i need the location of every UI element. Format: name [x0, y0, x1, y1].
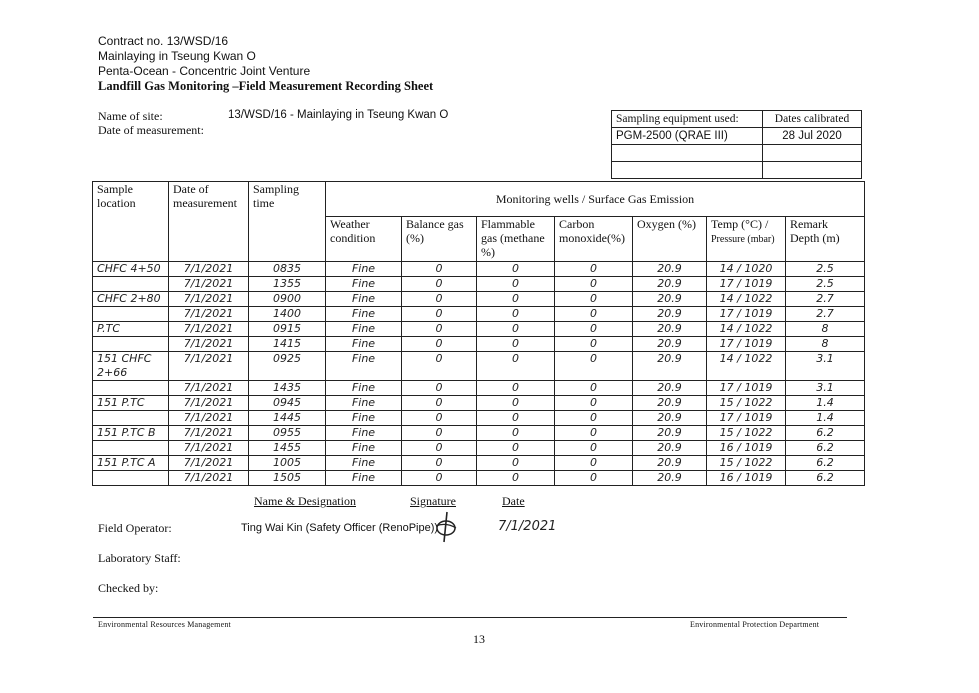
date-heading: Date [502, 494, 525, 508]
cell-flammable-gas: 0 [477, 352, 555, 381]
date-of-measurement-label: Date of measurement: [98, 123, 204, 137]
col-oxygen: Oxygen (%) [633, 217, 707, 262]
col-temp-label: Temp (°C) / [711, 217, 769, 231]
cell-temp-pressure: 17 / 1019 [707, 381, 786, 396]
cell-sample-location [93, 337, 169, 352]
sheet-title: Landfill Gas Monitoring –Field Measurement Recording Sheet [98, 79, 434, 93]
cell-remark-depth: 8 [786, 322, 865, 337]
table-row [93, 396, 865, 411]
cell-flammable-gas: 0 [477, 396, 555, 411]
cell-oxygen: 20.9 [633, 441, 707, 456]
cell-sample-location: 151 P.TC [93, 396, 169, 411]
cell-sampling-time: 0900 [249, 292, 326, 307]
cell-remark-depth: 2.7 [786, 307, 865, 322]
cell-remark-depth: 6.2 [786, 456, 865, 471]
cell-date: 7/1/2021 [169, 411, 249, 426]
cell-carbon-monoxide: 0 [555, 277, 633, 292]
cell-weather: Fine [326, 471, 402, 486]
cell-sample-location [93, 411, 169, 426]
cell-remark-depth: 2.5 [786, 262, 865, 277]
field-operator-signature [433, 510, 459, 544]
cell-sampling-time: 1505 [249, 471, 326, 486]
table-row [93, 471, 865, 486]
cell-sampling-time: 0945 [249, 396, 326, 411]
cell-temp-pressure: 14 / 1022 [707, 292, 786, 307]
measurement-table [92, 181, 865, 486]
cell-date: 7/1/2021 [169, 307, 249, 322]
cell-remark-depth: 1.4 [786, 396, 865, 411]
cell-carbon-monoxide: 0 [555, 441, 633, 456]
cell-remark-depth: 6.2 [786, 471, 865, 486]
cell-oxygen: 20.9 [633, 337, 707, 352]
cell-temp-pressure: 15 / 1022 [707, 396, 786, 411]
field-operator-name: Ting Wai Kin (Safety Officer (RenoPipe)) [241, 522, 439, 534]
cell-carbon-monoxide: 0 [555, 426, 633, 441]
cell-flammable-gas: 0 [477, 456, 555, 471]
table-row [93, 277, 865, 292]
cell-weather: Fine [326, 307, 402, 322]
cell-balance-gas: 0 [402, 426, 477, 441]
col-group-monitoring: Monitoring wells / Surface Gas Emission [326, 182, 865, 217]
cell-oxygen: 20.9 [633, 381, 707, 396]
checked-by-label: Checked by: [98, 581, 159, 595]
cell-temp-pressure: 15 / 1022 [707, 426, 786, 441]
site-name-value: 13/WSD/16 - Mainlaying in Tseung Kwan O [228, 109, 449, 121]
cell-sampling-time: 1415 [249, 337, 326, 352]
cell-sampling-time: 0915 [249, 322, 326, 337]
cell-temp-pressure: 17 / 1019 [707, 337, 786, 352]
cell-carbon-monoxide: 0 [555, 396, 633, 411]
cell-carbon-monoxide: 0 [555, 292, 633, 307]
cell-flammable-gas: 0 [477, 471, 555, 486]
col-sample-location: Sample location [93, 182, 169, 262]
contractor-name: Penta-Ocean - Concentric Joint Venture [98, 64, 311, 78]
cell-oxygen: 20.9 [633, 426, 707, 441]
cell-temp-pressure: 14 / 1022 [707, 352, 786, 381]
cell-flammable-gas: 0 [477, 441, 555, 456]
cell-balance-gas: 0 [402, 471, 477, 486]
cell-weather: Fine [326, 426, 402, 441]
cell-carbon-monoxide: 0 [555, 262, 633, 277]
cell-balance-gas: 0 [402, 396, 477, 411]
cell-flammable-gas: 0 [477, 322, 555, 337]
cell-date: 7/1/2021 [169, 456, 249, 471]
cell-sampling-time: 1400 [249, 307, 326, 322]
cell-carbon-monoxide: 0 [555, 456, 633, 471]
cell-remark-depth: 8 [786, 337, 865, 352]
cell-flammable-gas: 0 [477, 426, 555, 441]
cell-oxygen: 20.9 [633, 411, 707, 426]
equipment-table [611, 110, 862, 179]
cell-temp-pressure: 14 / 1022 [707, 322, 786, 337]
cell-carbon-monoxide: 0 [555, 381, 633, 396]
cell-sample-location: CHFC 2+80 [93, 292, 169, 307]
table-row [93, 381, 865, 396]
cell-flammable-gas: 0 [477, 307, 555, 322]
cell-balance-gas: 0 [402, 292, 477, 307]
calibrated-cell [763, 162, 862, 179]
cell-balance-gas: 0 [402, 411, 477, 426]
footer-left: Environmental Resources Management [98, 620, 231, 629]
cell-sample-location: 151 P.TC B [93, 426, 169, 441]
cell-date: 7/1/2021 [169, 426, 249, 441]
cell-date: 7/1/2021 [169, 471, 249, 486]
signature-heading: Signature [410, 494, 456, 508]
cell-date: 7/1/2021 [169, 262, 249, 277]
cell-date: 7/1/2021 [169, 277, 249, 292]
cell-carbon-monoxide: 0 [555, 337, 633, 352]
table-row [93, 322, 865, 337]
table-row [93, 411, 865, 426]
cell-sampling-time: 0955 [249, 426, 326, 441]
cell-temp-pressure: 15 / 1022 [707, 456, 786, 471]
cell-balance-gas: 0 [402, 381, 477, 396]
equipment-cell [612, 145, 763, 162]
cell-date: 7/1/2021 [169, 337, 249, 352]
cell-flammable-gas: 0 [477, 381, 555, 396]
col-weather: Weather condition [326, 217, 402, 262]
col-flammable-gas: Flammable gas (methane %) [477, 217, 555, 262]
cell-oxygen: 20.9 [633, 307, 707, 322]
cell-temp-pressure: 16 / 1019 [707, 471, 786, 486]
cell-carbon-monoxide: 0 [555, 471, 633, 486]
table-row [93, 441, 865, 456]
cell-sampling-time: 1355 [249, 277, 326, 292]
cell-sample-location: P.TC [93, 322, 169, 337]
cell-weather: Fine [326, 411, 402, 426]
table-row [93, 456, 865, 471]
table-row [93, 337, 865, 352]
cell-temp-pressure: 17 / 1019 [707, 307, 786, 322]
cell-sampling-time: 1455 [249, 441, 326, 456]
equipment-cell [612, 162, 763, 179]
cell-date: 7/1/2021 [169, 396, 249, 411]
table-row [93, 262, 865, 277]
cell-oxygen: 20.9 [633, 456, 707, 471]
cell-temp-pressure: 17 / 1019 [707, 277, 786, 292]
field-operator-date: 7/1/2021 [498, 519, 557, 534]
cell-sample-location: CHFC 4+50 [93, 262, 169, 277]
cell-balance-gas: 0 [402, 337, 477, 352]
cell-weather: Fine [326, 337, 402, 352]
cell-weather: Fine [326, 277, 402, 292]
cell-sampling-time: 1005 [249, 456, 326, 471]
cell-oxygen: 20.9 [633, 262, 707, 277]
cell-flammable-gas: 0 [477, 337, 555, 352]
cell-temp-pressure: 16 / 1019 [707, 441, 786, 456]
calibrated-cell [763, 145, 862, 162]
cell-oxygen: 20.9 [633, 292, 707, 307]
cell-oxygen: 20.9 [633, 277, 707, 292]
equipment-cell: PGM-2500 (QRAE III) [612, 128, 763, 145]
cell-date: 7/1/2021 [169, 352, 249, 381]
cell-flammable-gas: 0 [477, 277, 555, 292]
cell-sample-location [93, 381, 169, 396]
cell-date: 7/1/2021 [169, 441, 249, 456]
project-name: Mainlaying in Tseung Kwan O [98, 49, 256, 63]
cell-remark-depth: 6.2 [786, 441, 865, 456]
col-temp-pressure [707, 217, 786, 262]
cell-remark-depth: 2.5 [786, 277, 865, 292]
cell-balance-gas: 0 [402, 322, 477, 337]
cell-sample-location: 151 CHFC 2+66 [93, 352, 169, 381]
cell-balance-gas: 0 [402, 441, 477, 456]
cell-balance-gas: 0 [402, 456, 477, 471]
laboratory-staff-label: Laboratory Staff: [98, 551, 181, 565]
cell-carbon-monoxide: 0 [555, 352, 633, 381]
cell-sampling-time: 0925 [249, 352, 326, 381]
name-designation-heading: Name & Designation [254, 494, 356, 508]
cell-sampling-time: 0835 [249, 262, 326, 277]
page-number: 13 [473, 632, 485, 646]
col-date: Date of measurement [169, 182, 249, 262]
field-operator-label: Field Operator: [98, 521, 172, 535]
cell-sample-location [93, 471, 169, 486]
cell-temp-pressure: 14 / 1020 [707, 262, 786, 277]
cell-oxygen: 20.9 [633, 352, 707, 381]
measurement-rows [93, 262, 865, 486]
equipment-header: Sampling equipment used: [612, 111, 763, 128]
cell-weather: Fine [326, 322, 402, 337]
cell-date: 7/1/2021 [169, 292, 249, 307]
cell-sample-location [93, 441, 169, 456]
cell-sample-location [93, 307, 169, 322]
calibrated-header: Dates calibrated [763, 111, 862, 128]
cell-weather: Fine [326, 456, 402, 471]
footer-rule [93, 617, 847, 618]
table-row [93, 426, 865, 441]
cell-weather: Fine [326, 381, 402, 396]
cell-flammable-gas: 0 [477, 262, 555, 277]
cell-balance-gas: 0 [402, 277, 477, 292]
table-row [93, 292, 865, 307]
cell-balance-gas: 0 [402, 262, 477, 277]
site-name-label: Name of site: [98, 109, 163, 123]
cell-flammable-gas: 0 [477, 292, 555, 307]
cell-carbon-monoxide: 0 [555, 411, 633, 426]
col-remark-depth: Remark Depth (m) [786, 217, 865, 262]
cell-temp-pressure: 17 / 1019 [707, 411, 786, 426]
cell-weather: Fine [326, 292, 402, 307]
cell-balance-gas: 0 [402, 307, 477, 322]
cell-date: 7/1/2021 [169, 381, 249, 396]
table-row [93, 352, 865, 381]
cell-weather: Fine [326, 441, 402, 456]
cell-remark-depth: 6.2 [786, 426, 865, 441]
cell-sampling-time: 1445 [249, 411, 326, 426]
cell-sample-location [93, 277, 169, 292]
table-row [93, 307, 865, 322]
col-pressure-label: Pressure (mbar) [711, 234, 775, 245]
col-sampling-time: Sampling time [249, 182, 326, 262]
cell-oxygen: 20.9 [633, 396, 707, 411]
col-balance-gas: Balance gas (%) [402, 217, 477, 262]
footer-right: Environmental Protection Department [690, 620, 820, 629]
cell-balance-gas: 0 [402, 352, 477, 381]
cell-remark-depth: 2.7 [786, 292, 865, 307]
cell-remark-depth: 3.1 [786, 352, 865, 381]
calibrated-cell: 28 Jul 2020 [763, 128, 862, 145]
cell-oxygen: 20.9 [633, 322, 707, 337]
cell-sample-location: 151 P.TC A [93, 456, 169, 471]
cell-sampling-time: 1435 [249, 381, 326, 396]
cell-weather: Fine [326, 396, 402, 411]
cell-carbon-monoxide: 0 [555, 307, 633, 322]
col-carbon-monoxide: Carbon monoxide(%) [555, 217, 633, 262]
cell-oxygen: 20.9 [633, 471, 707, 486]
cell-remark-depth: 3.1 [786, 381, 865, 396]
cell-remark-depth: 1.4 [786, 411, 865, 426]
cell-weather: Fine [326, 352, 402, 381]
cell-flammable-gas: 0 [477, 411, 555, 426]
cell-carbon-monoxide: 0 [555, 322, 633, 337]
cell-weather: Fine [326, 262, 402, 277]
cell-date: 7/1/2021 [169, 322, 249, 337]
contract-number: Contract no. 13/WSD/16 [98, 34, 229, 48]
